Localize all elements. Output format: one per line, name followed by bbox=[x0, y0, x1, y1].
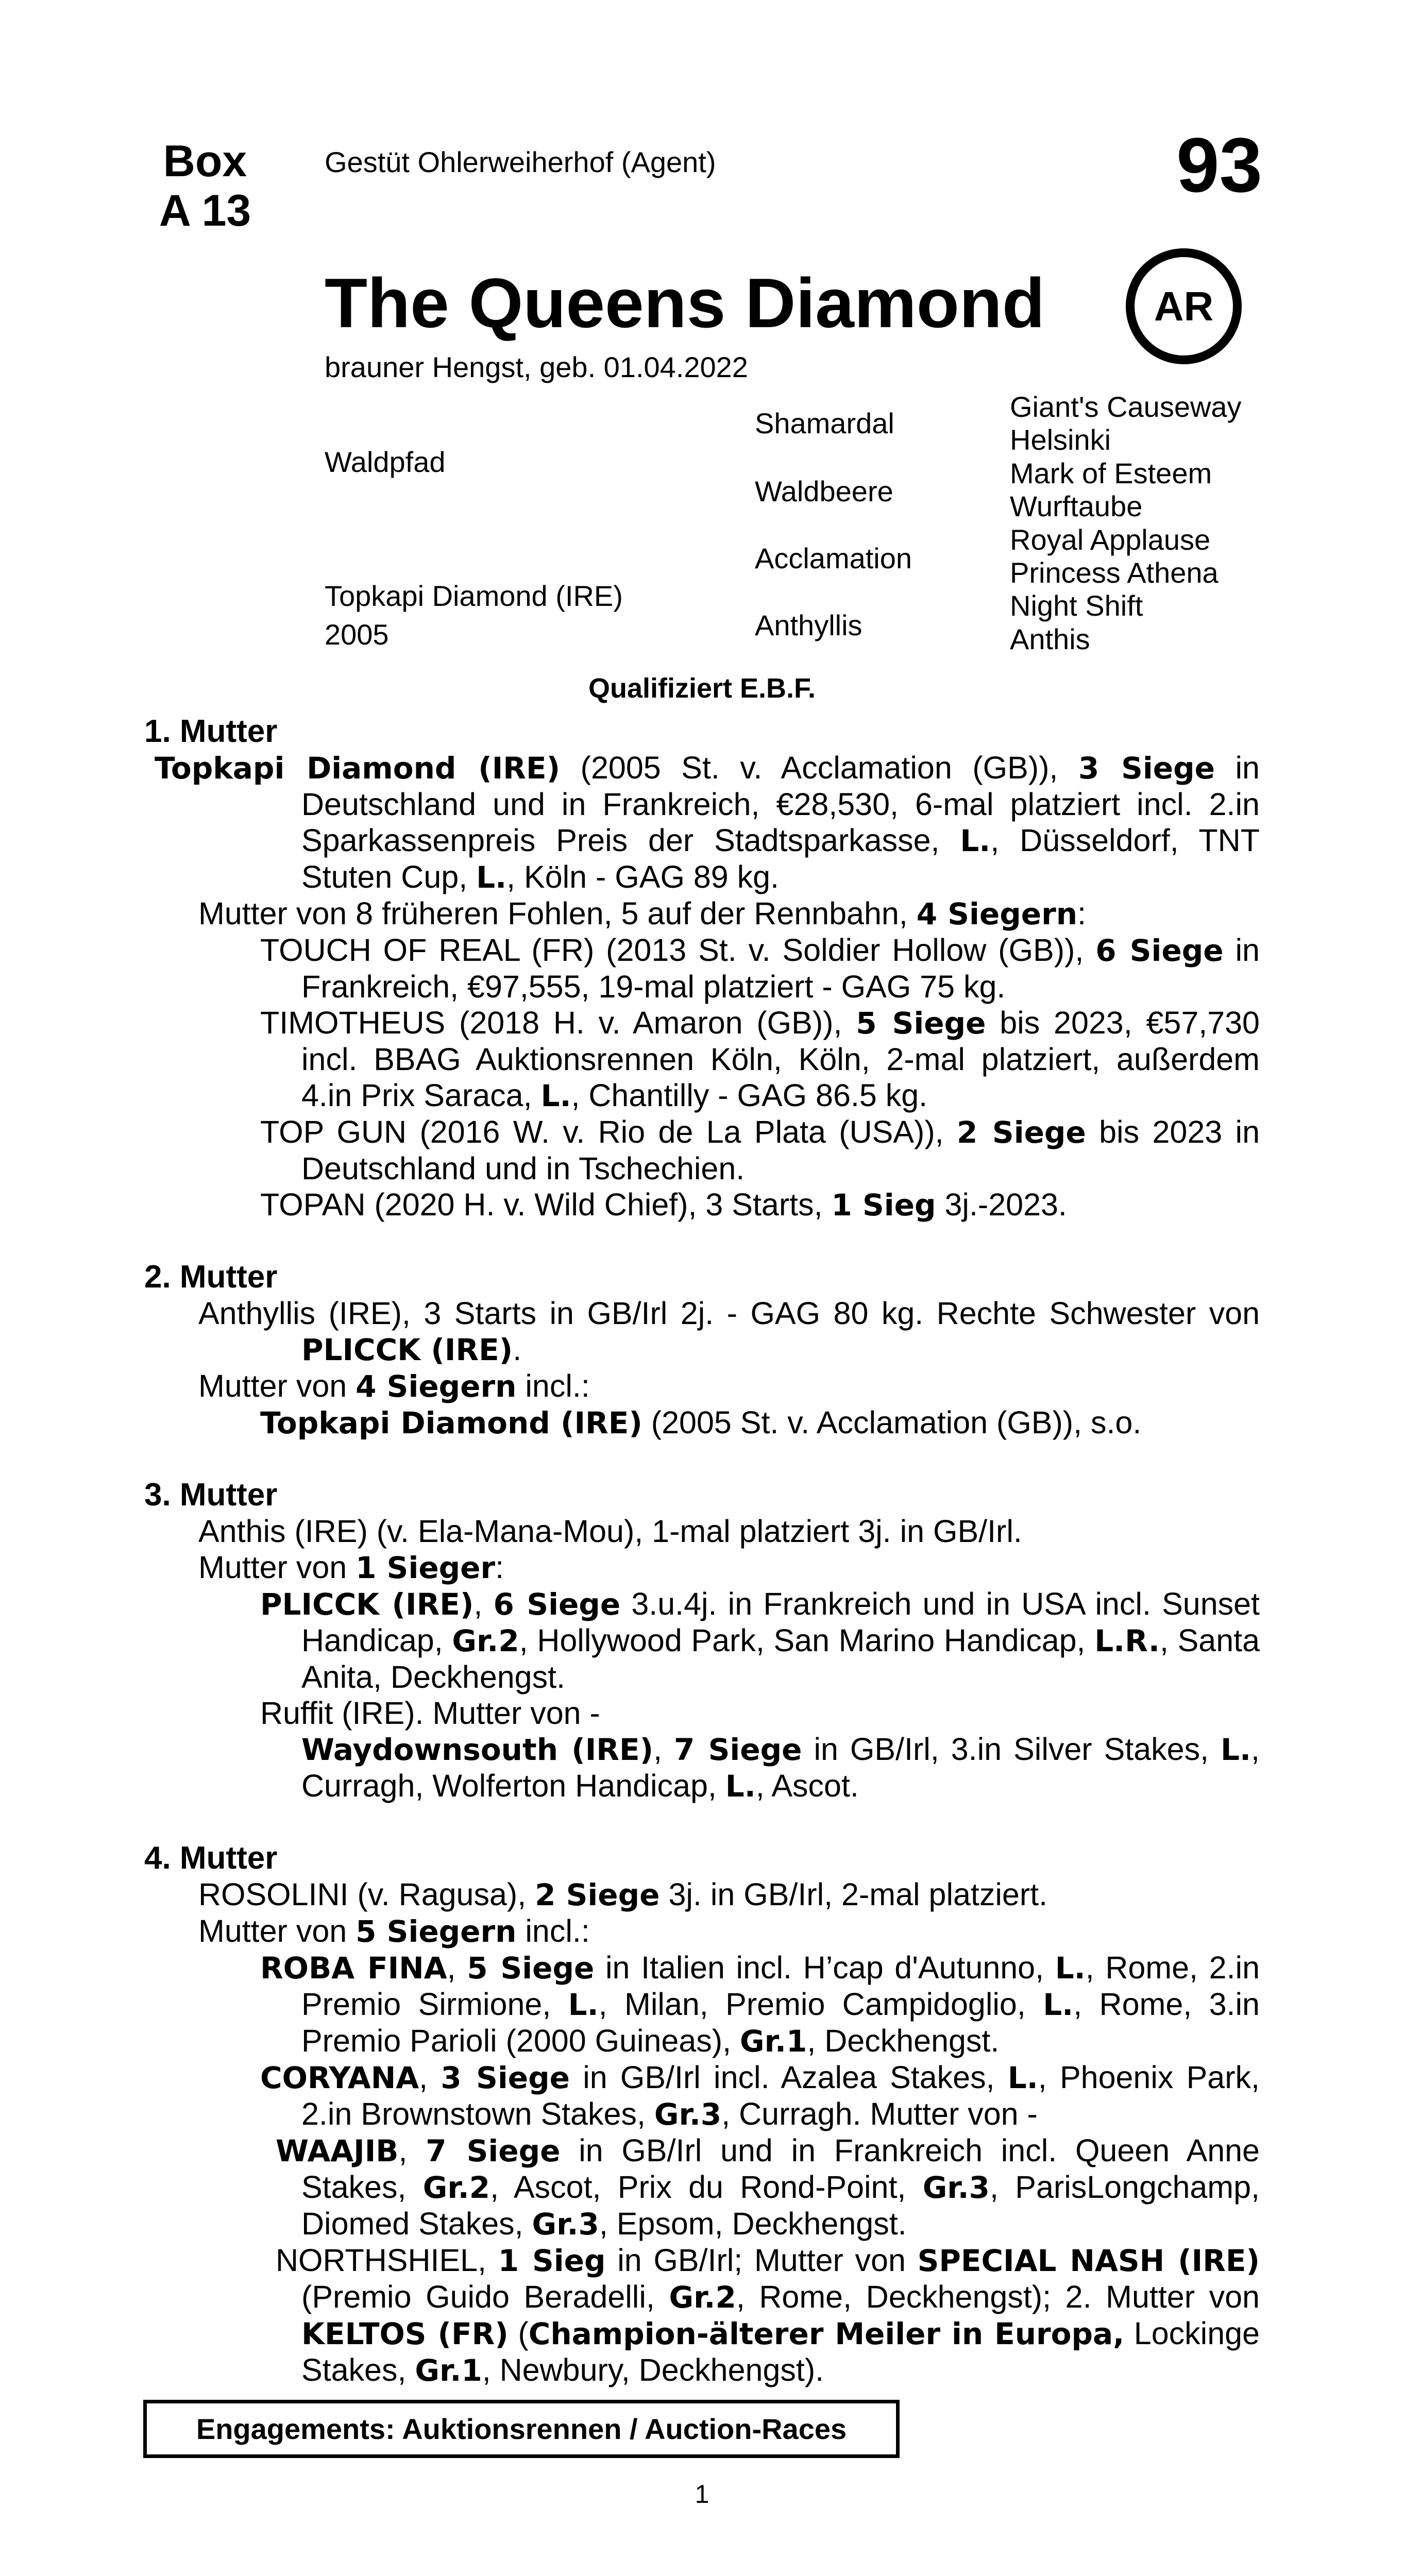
race-class: Gr.2 bbox=[422, 2170, 490, 2205]
text: in Deutschland und in Frankreich, €28,530, 6-mal platziert incl. 2.in Sparkassenpreis Preis der Stadtsparkasse, bbox=[301, 750, 1260, 858]
text: in GB/Irl und in Frankreich incl. Queen Anne Stakes, bbox=[301, 2133, 1260, 2205]
pedigree-g3-8: Anthis bbox=[1010, 622, 1090, 655]
text: , Ascot, Prix du Rond-Point, bbox=[490, 2170, 923, 2205]
text: , bbox=[653, 1732, 674, 1767]
m2-produce-summary bbox=[144, 1368, 1260, 1404]
text: bis 2023, €57,730 incl. BBAG Auktionsrennen Köln, Köln, 2-mal platziert, außerdem 4.in Prix Saraca, bbox=[301, 1005, 1260, 1113]
spacer bbox=[144, 1804, 1260, 1840]
m3-produce-summary bbox=[144, 1549, 1260, 1586]
horse-name-bold: KELTOS (FR) bbox=[301, 2316, 509, 2351]
wins-bold: 7 Siege bbox=[674, 1732, 802, 1767]
engagements-box bbox=[143, 2400, 900, 2458]
pedigree-g3-7: Night Shift bbox=[1010, 589, 1143, 622]
winners-bold: 4 Siegern bbox=[916, 896, 1078, 931]
text: , Newbury, Deckhengst). bbox=[482, 2352, 824, 2387]
wins-bold: 2 Siege bbox=[956, 1115, 1086, 1150]
wins-bold: 3 Siege bbox=[441, 2060, 570, 2095]
winners-bold: 1 Sieger bbox=[356, 1550, 496, 1585]
pedigree-dam-sire: Acclamation bbox=[755, 542, 912, 574]
text: Anthyllis (IRE), 3 Starts in GB/Irl 2j. - GAG 80 kg. Rechte Schwester von bbox=[198, 1296, 1260, 1331]
race-class: Gr.1 bbox=[740, 2024, 807, 2059]
m1-produce-2 bbox=[144, 1005, 1260, 1114]
text: , Curragh. Mutter von - bbox=[721, 2096, 1038, 2131]
wins-bold: 2 Siege bbox=[535, 1877, 660, 1912]
m4-grand-produce-2 bbox=[144, 2242, 1260, 2388]
race-class: L. bbox=[1007, 2060, 1038, 2095]
pedigree-sire: Waldpfad bbox=[325, 446, 446, 478]
m1-produce-4 bbox=[144, 1187, 1260, 1223]
horse-description: brauner Hengst, geb. 01.04.2022 bbox=[325, 351, 748, 383]
text: , bbox=[473, 1586, 494, 1621]
m1-produce-3 bbox=[144, 1114, 1260, 1187]
m4-grand-produce-1 bbox=[144, 2132, 1260, 2242]
championship-bold: Champion-älterer Meiler in Europa, bbox=[528, 2316, 1125, 2351]
text: , Epsom, Deckhengst. bbox=[599, 2206, 907, 2241]
m4-entry bbox=[144, 1876, 1260, 1913]
lot-number: 93 bbox=[1176, 122, 1262, 208]
text: : bbox=[1077, 896, 1086, 931]
text: , Rome, Deckhengst); 2. Mutter von bbox=[736, 2279, 1260, 2314]
section-heading-2: 2. Mutter bbox=[144, 1259, 278, 1295]
pedigree-g3-2: Helsinki bbox=[1010, 423, 1111, 456]
race-class: L. bbox=[1043, 1987, 1074, 2022]
m1-entry bbox=[144, 750, 1260, 895]
horse-name: The Queens Diamond bbox=[325, 264, 1045, 342]
text: Anthis (IRE) (v. Ela-Mana-Mou), 1-mal platziert 3j. in GB/Irl. bbox=[198, 1514, 1022, 1549]
text: Mutter von bbox=[198, 1550, 356, 1585]
horse-name-bold: Topkapi Diamond (IRE) bbox=[260, 1405, 642, 1440]
text: , Ascot. bbox=[755, 1768, 859, 1803]
text: , Milan, Premio Campidoglio, bbox=[598, 1987, 1043, 2022]
agent-name: Gestüt Ohlerweiherhof (Agent) bbox=[325, 146, 716, 178]
wins-bold: 6 Siege bbox=[1095, 933, 1224, 968]
race-class: L. bbox=[960, 823, 991, 858]
pedigree-sire-sire: Shamardal bbox=[755, 407, 894, 439]
m4-produce-1 bbox=[144, 1950, 1260, 2059]
text: TOP GUN (2016 W. v. Rio de La Plata (USA)), bbox=[260, 1114, 957, 1149]
ar-badge bbox=[1126, 248, 1242, 364]
text: (Premio Guido Beradelli, bbox=[301, 2279, 669, 2314]
text: , Rome, 3.in Premio Parioli (2000 Guineas), bbox=[301, 1987, 1260, 2058]
pedigree-g3-1: Giant's Causeway bbox=[1010, 391, 1242, 423]
pedigree-g3-3: Mark of Esteem bbox=[1010, 456, 1212, 489]
m4-produce-summary bbox=[144, 1913, 1260, 1950]
text: NORTHSHIEL, bbox=[276, 2243, 498, 2278]
wins-bold: 5 Siege bbox=[467, 1951, 595, 1986]
text: ( bbox=[508, 2316, 529, 2351]
race-class: L. bbox=[568, 1987, 599, 2022]
wins-bold: 1 Sieg bbox=[498, 2243, 606, 2278]
text: TIMOTHEUS (2018 H. v. Amaron (GB)), bbox=[260, 1005, 856, 1040]
pedigree-dam: Topkapi Diamond (IRE) bbox=[325, 580, 623, 612]
horse-name-bold: CORYANA bbox=[260, 2060, 419, 2095]
race-class: Gr.3 bbox=[654, 2097, 722, 2132]
m2-produce-1 bbox=[144, 1404, 1260, 1441]
horse-name-bold: Waydownsouth (IRE) bbox=[301, 1732, 654, 1767]
horse-name-bold: PLICCK (IRE) bbox=[260, 1587, 474, 1622]
text: , Deckhengst. bbox=[807, 2023, 1000, 2058]
text: , Curragh, Wolferton Handicap, bbox=[301, 1732, 1260, 1803]
wins-bold: 3 Siege bbox=[1078, 751, 1215, 786]
text: , Phoenix Park, 2.in Brownstown Stakes, bbox=[301, 2060, 1260, 2131]
race-class: Gr.3 bbox=[532, 2207, 599, 2242]
horse-name-bold: Topkapi Diamond (IRE) bbox=[155, 751, 561, 786]
pedigree-g3-5: Royal Applause bbox=[1010, 523, 1211, 556]
page-number: 1 bbox=[695, 2480, 709, 2509]
wins-bold: 7 Siege bbox=[426, 2133, 561, 2168]
section-heading-4: 4. Mutter bbox=[144, 1840, 278, 1876]
race-class: L.R. bbox=[1094, 1623, 1160, 1658]
race-class: L. bbox=[476, 860, 507, 895]
text: 3j. in GB/Irl, 2-mal platziert. bbox=[659, 1877, 1048, 1912]
text: in GB/Irl; Mutter von bbox=[605, 2243, 918, 2278]
m4-produce-2 bbox=[144, 2059, 1260, 2132]
text: , Rome, 2.in Premio Sirmione, bbox=[301, 1950, 1260, 2022]
text: ROSOLINI (v. Ragusa), bbox=[198, 1877, 535, 1912]
text: bis 2023 in Deutschland und in Tschechien. bbox=[301, 1114, 1260, 1186]
catalogue-body bbox=[144, 714, 1260, 2388]
text: 3j.-2023. bbox=[936, 1187, 1067, 1222]
winners-bold: 4 Siegern bbox=[356, 1369, 517, 1404]
m1-produce-1 bbox=[144, 932, 1260, 1005]
text: Mutter von 8 früheren Fohlen, 5 auf der Rennbahn, bbox=[198, 896, 917, 931]
pedigree-g3-6: Princess Athena bbox=[1010, 556, 1219, 589]
text: in Italien incl. H’cap d'Autunno, bbox=[594, 1950, 1055, 1985]
pedigree-dam-year: 2005 bbox=[325, 618, 389, 651]
race-class: Gr.2 bbox=[452, 1623, 519, 1658]
text: Ruffit (IRE). Mutter von - bbox=[260, 1696, 600, 1731]
text: , Köln - GAG 89 kg. bbox=[506, 859, 780, 894]
pedigree-g3 bbox=[1010, 391, 1242, 656]
horse-name-bold: PLICCK (IRE) bbox=[301, 1332, 513, 1367]
text: , bbox=[419, 2060, 441, 2095]
m3-produce-1 bbox=[144, 1586, 1260, 1695]
pedigree-dam-dam: Anthyllis bbox=[755, 609, 862, 641]
m3-produce-2 bbox=[144, 1695, 1260, 1731]
horse-name-bold: ROBA FINA bbox=[260, 1951, 447, 1986]
race-class: L. bbox=[1221, 1732, 1251, 1767]
text: Lockinge Stakes, bbox=[301, 2316, 1260, 2387]
text: 3.u.4j. in Frankreich und in USA incl. Sunset Handicap, bbox=[301, 1586, 1260, 1658]
race-class: Gr.2 bbox=[669, 2280, 736, 2315]
engagements-label: Engagements: Auktionsrennen / Auction-Races bbox=[196, 2413, 847, 2445]
box-title: Box bbox=[163, 137, 247, 186]
text: , Hollywood Park, San Marino Handicap, bbox=[519, 1623, 1095, 1658]
text: , Chantilly - GAG 86.5 kg. bbox=[571, 1078, 928, 1113]
text: Mutter von bbox=[198, 1368, 356, 1403]
qualification: Qualifiziert E.B.F. bbox=[588, 673, 816, 704]
m3-entry bbox=[144, 1513, 1260, 1549]
text: , bbox=[447, 1950, 467, 1985]
m2-entry bbox=[144, 1295, 1260, 1368]
pedigree-sire-dam: Waldbeere bbox=[755, 475, 893, 507]
m3-grand-produce-1 bbox=[144, 1731, 1260, 1804]
pedigree-g3-4: Wurftaube bbox=[1010, 490, 1143, 523]
horse-name-bold: WAAJIB bbox=[276, 2133, 399, 2168]
text: , ParisLongchamp, Diomed Stakes, bbox=[301, 2170, 1260, 2241]
box-number: A 13 bbox=[159, 186, 251, 236]
race-class: Gr.1 bbox=[415, 2353, 482, 2388]
horse-name-bold: SPECIAL NASH (IRE) bbox=[917, 2243, 1260, 2278]
race-class: L. bbox=[540, 1078, 571, 1113]
text: Mutter von bbox=[198, 1913, 356, 1948]
text: TOUCH OF REAL (FR) (2013 St. v. Soldier Hollow (GB)), bbox=[260, 933, 1096, 968]
wins-bold: 6 Siege bbox=[493, 1587, 621, 1622]
text: TOPAN (2020 H. v. Wild Chief), 3 Starts, bbox=[260, 1187, 832, 1222]
wins-bold: 1 Sieg bbox=[831, 1188, 936, 1223]
text: in Frankreich, €97,555, 19-mal platziert - GAG 75 kg. bbox=[301, 933, 1260, 1004]
text: : bbox=[495, 1550, 504, 1585]
text: , bbox=[398, 2133, 426, 2168]
section-heading-1: 1. Mutter bbox=[144, 714, 278, 749]
spacer bbox=[144, 1223, 1260, 1259]
text: in GB/Irl, 3.in Silver Stakes, bbox=[802, 1732, 1221, 1767]
text: , Düsseldorf, TNT Stuten Cup, bbox=[301, 823, 1260, 894]
text: (2005 St. v. Acclamation (GB)), bbox=[560, 750, 1078, 785]
race-class: Gr.3 bbox=[922, 2170, 990, 2205]
spacer bbox=[144, 1441, 1260, 1477]
text: , Santa Anita, Deckhengst. bbox=[301, 1623, 1260, 1694]
race-class: L. bbox=[1055, 1951, 1086, 1986]
text: incl.: bbox=[516, 1368, 590, 1403]
text: in GB/Irl incl. Azalea Stakes, bbox=[569, 2060, 1008, 2095]
race-class: L. bbox=[725, 1769, 756, 1804]
wins-bold: 5 Siege bbox=[856, 1006, 986, 1041]
box-label bbox=[154, 137, 257, 236]
text: (2005 St. v. Acclamation (GB)), s.o. bbox=[642, 1405, 1142, 1440]
text: . bbox=[513, 1332, 522, 1367]
m1-produce-summary bbox=[144, 895, 1260, 932]
ar-badge-label: AR bbox=[1154, 283, 1214, 329]
winners-bold: 5 Siegern bbox=[356, 1914, 517, 1949]
section-heading-3: 3. Mutter bbox=[144, 1477, 278, 1513]
text: incl.: bbox=[516, 1913, 590, 1948]
